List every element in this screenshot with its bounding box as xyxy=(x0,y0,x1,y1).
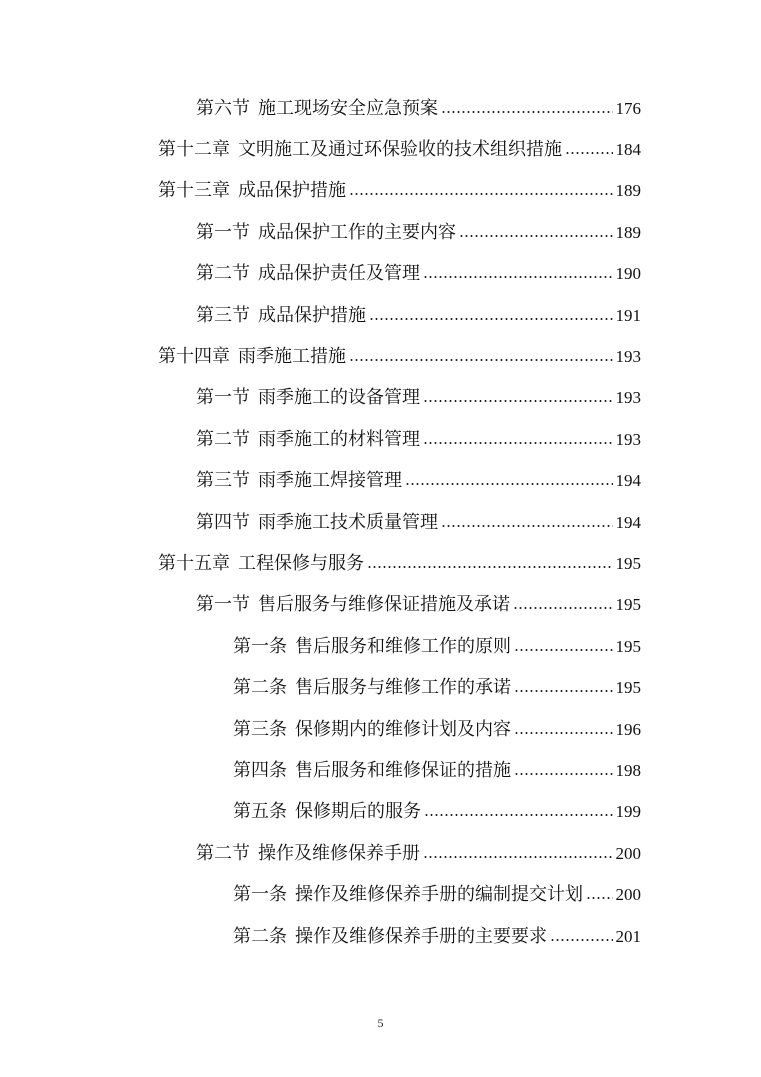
toc-entry-page: 199 xyxy=(615,802,641,821)
toc-leader-dots xyxy=(441,96,613,114)
toc-entry[interactable] xyxy=(158,549,641,579)
toc-entry-number: 第十三章 xyxy=(158,180,230,201)
toc-entry-page: 184 xyxy=(615,140,641,159)
toc-leader-dots xyxy=(514,758,613,776)
toc-entry-page: 193 xyxy=(615,430,641,449)
toc-leader-dots xyxy=(550,924,613,942)
toc-entry-page: 194 xyxy=(615,513,641,532)
toc-entry[interactable] xyxy=(196,839,641,869)
toc-entry-number: 第一节 xyxy=(196,594,250,615)
toc-entry-title: 施工现场安全应急预案 xyxy=(258,98,438,119)
toc-entry-title: 售后服务和维修保证的措施 xyxy=(295,760,511,781)
toc-leader-dots xyxy=(424,799,613,817)
toc-entry-title: 保修期后的服务 xyxy=(295,801,421,822)
toc-entry[interactable] xyxy=(196,383,641,413)
toc-entry[interactable] xyxy=(158,342,641,372)
toc-entry-page: 200 xyxy=(615,885,641,904)
toc-entry-page: 201 xyxy=(615,927,641,946)
toc-entry-number: 第十四章 xyxy=(158,346,230,367)
toc-entry-page: 194 xyxy=(615,471,641,490)
toc-entry[interactable] xyxy=(158,135,641,165)
toc-entry-page: 191 xyxy=(615,306,641,325)
toc-entry-page: 200 xyxy=(615,844,641,863)
toc-entry-page: 193 xyxy=(615,388,641,407)
toc-entry[interactable] xyxy=(196,466,641,496)
toc-leader-dots xyxy=(514,634,613,652)
toc-entry-page: 189 xyxy=(615,223,641,242)
toc-entry[interactable] xyxy=(233,673,641,703)
toc-entry[interactable] xyxy=(233,756,641,786)
toc-entry-number: 第二条 xyxy=(233,677,287,698)
toc-entry[interactable] xyxy=(233,880,641,910)
toc-leader-dots xyxy=(423,261,613,279)
toc-leader-dots xyxy=(586,882,613,900)
toc-entry-page: 193 xyxy=(615,347,641,366)
toc-entry-number: 第五条 xyxy=(233,801,287,822)
toc-entry-number: 第十二章 xyxy=(158,139,230,160)
toc-entry[interactable] xyxy=(158,176,641,206)
toc-leader-dots xyxy=(423,841,613,859)
toc-entry[interactable] xyxy=(196,259,641,289)
toc-entry[interactable] xyxy=(196,218,641,248)
toc-entry-page: 195 xyxy=(615,595,641,614)
toc-entry-number: 第十五章 xyxy=(158,553,230,574)
toc-entry-title: 雨季施工的材料管理 xyxy=(258,429,420,450)
toc-entry-title: 操作及维修保养手册的编制提交计划 xyxy=(295,884,583,905)
toc-entry-page: 198 xyxy=(615,761,641,780)
toc-entry[interactable] xyxy=(196,590,641,620)
toc-leader-dots xyxy=(514,675,613,693)
toc-entry[interactable] xyxy=(196,94,641,124)
toc-entry-title: 文明施工及通过环保验收的技术组织措施 xyxy=(238,139,562,160)
toc-leader-dots xyxy=(441,510,613,528)
toc-entry-number: 第四条 xyxy=(233,760,287,781)
toc-entry[interactable] xyxy=(196,508,641,538)
toc-leader-dots xyxy=(459,220,613,238)
toc-entry-page: 195 xyxy=(615,554,641,573)
toc-entry[interactable] xyxy=(233,922,641,952)
toc-entry-title: 雨季施工措施 xyxy=(238,346,346,367)
toc-leader-dots xyxy=(367,551,613,569)
page-number: 5 xyxy=(377,1016,384,1030)
toc-entry-number: 第一条 xyxy=(233,636,287,657)
toc-entry[interactable] xyxy=(233,715,641,745)
toc-entry-number: 第三节 xyxy=(196,305,250,326)
toc-leader-dots xyxy=(565,137,613,155)
toc-entry-number: 第二节 xyxy=(196,429,250,450)
toc-leader-dots xyxy=(349,178,613,196)
toc-entry-page: 190 xyxy=(615,264,641,283)
toc-leader-dots xyxy=(349,344,613,362)
toc-entry-title: 雨季施工技术质量管理 xyxy=(258,512,438,533)
toc-entry-title: 成品保护工作的主要内容 xyxy=(258,222,456,243)
toc-entry-number: 第一条 xyxy=(233,884,287,905)
toc-entry-number: 第二条 xyxy=(233,926,287,947)
toc-entry-number: 第四节 xyxy=(196,512,250,533)
toc-entry-page: 189 xyxy=(615,181,641,200)
toc-entry-title: 操作及维修保养手册 xyxy=(258,843,420,864)
toc-entry-page: 196 xyxy=(615,720,641,739)
toc-entry-title: 售后服务与维修工作的承诺 xyxy=(295,677,511,698)
toc-entry-title: 成品保护责任及管理 xyxy=(258,263,420,284)
toc-entry-title: 售后服务与维修保证措施及承诺 xyxy=(258,594,510,615)
toc-leader-dots xyxy=(405,468,613,486)
toc-entry-title: 成品保护措施 xyxy=(258,305,366,326)
toc-entry-title: 售后服务和维修工作的原则 xyxy=(295,636,511,657)
toc-entry[interactable] xyxy=(196,301,641,331)
toc-entry-page: 195 xyxy=(615,678,641,697)
toc-entry-page: 195 xyxy=(615,637,641,656)
toc-entry-number: 第三节 xyxy=(196,470,250,491)
toc-entry-number: 第一节 xyxy=(196,222,250,243)
toc-entry-title: 成品保护措施 xyxy=(238,180,346,201)
toc-leader-dots xyxy=(514,717,613,735)
toc-entry-number: 第三条 xyxy=(233,719,287,740)
toc-entry-title: 工程保修与服务 xyxy=(238,553,364,574)
toc-entry-title: 雨季施工的设备管理 xyxy=(258,387,420,408)
toc-leader-dots xyxy=(423,385,613,403)
toc-leader-dots xyxy=(513,592,613,610)
toc-entry[interactable] xyxy=(233,797,641,827)
toc-entry[interactable] xyxy=(233,632,641,662)
toc-leader-dots xyxy=(423,427,613,445)
toc-entry-title: 雨季施工焊接管理 xyxy=(258,470,402,491)
toc-entry-number: 第二节 xyxy=(196,843,250,864)
toc-entry-number: 第二节 xyxy=(196,263,250,284)
toc-entry-title: 保修期内的维修计划及内容 xyxy=(295,719,511,740)
toc-entry-page: 176 xyxy=(615,99,641,118)
toc-entry[interactable] xyxy=(196,425,641,455)
toc-entry-number: 第六节 xyxy=(196,98,250,119)
toc-entry-title: 操作及维修保养手册的主要要求 xyxy=(295,926,547,947)
toc-leader-dots xyxy=(369,303,613,321)
toc-entry-number: 第一节 xyxy=(196,387,250,408)
